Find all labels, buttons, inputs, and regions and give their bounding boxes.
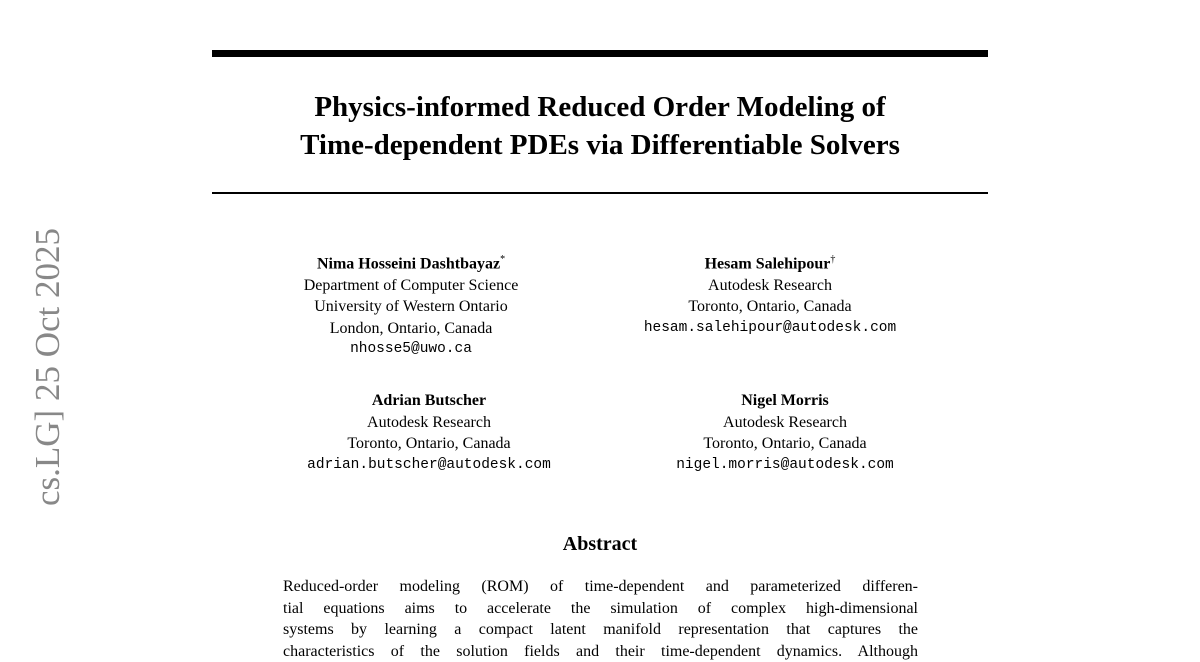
abstract-heading: Abstract bbox=[212, 533, 988, 556]
title-rule bbox=[212, 192, 988, 194]
footnote-mark: * bbox=[500, 254, 505, 265]
author-block-3 bbox=[249, 390, 609, 476]
affiliation: Toronto, Ontario, Canada bbox=[590, 296, 950, 318]
arxiv-stamp: cs.LG] 25 Oct 2025 bbox=[28, 228, 68, 648]
title-line-2: Time-dependent PDEs via Differentiable Solvers bbox=[212, 126, 988, 164]
author-block-4 bbox=[605, 390, 965, 476]
author-email[interactable]: adrian.butscher@autodesk.com bbox=[249, 455, 609, 477]
author-email[interactable]: hesam.salehipour@autodesk.com bbox=[590, 318, 950, 340]
affiliation: University of Western Ontario bbox=[231, 296, 591, 318]
affiliation: Toronto, Ontario, Canada bbox=[249, 433, 609, 455]
abstract-body bbox=[283, 576, 918, 662]
affiliation: Autodesk Research bbox=[605, 412, 965, 434]
abstract-line: tial equations aims to accelerate the simulation of complex high-dimensional bbox=[283, 598, 918, 620]
abstract-line: characteristics of the solution fields and their time-dependent dynamics. Although bbox=[283, 641, 918, 662]
author-name: Nigel Morris bbox=[605, 390, 965, 412]
affiliation: London, Ontario, Canada bbox=[231, 318, 591, 340]
affiliation: Department of Computer Science bbox=[231, 275, 591, 297]
title-line-1: Physics-informed Reduced Order Modeling of bbox=[212, 88, 988, 126]
affiliation: Autodesk Research bbox=[249, 412, 609, 434]
author-block-2 bbox=[590, 249, 950, 339]
author-name: Nima Hosseini Dashtbayaz bbox=[317, 255, 500, 272]
paper-title bbox=[212, 88, 988, 164]
author-email[interactable]: nigel.morris@autodesk.com bbox=[605, 455, 965, 477]
author-block-1 bbox=[231, 249, 591, 361]
abstract-line: systems by learning a compact latent manifold representation that captures the bbox=[283, 619, 918, 641]
author-name: Adrian Butscher bbox=[249, 390, 609, 412]
author-name: Hesam Salehipour bbox=[705, 255, 831, 272]
footnote-mark: † bbox=[830, 254, 835, 265]
affiliation: Autodesk Research bbox=[590, 275, 950, 297]
top-rule bbox=[212, 50, 988, 57]
abstract-line: Reduced-order modeling (ROM) of time-dependent and parameterized differen- bbox=[283, 576, 918, 598]
affiliation: Toronto, Ontario, Canada bbox=[605, 433, 965, 455]
author-email[interactable]: nhosse5@uwo.ca bbox=[231, 339, 591, 361]
